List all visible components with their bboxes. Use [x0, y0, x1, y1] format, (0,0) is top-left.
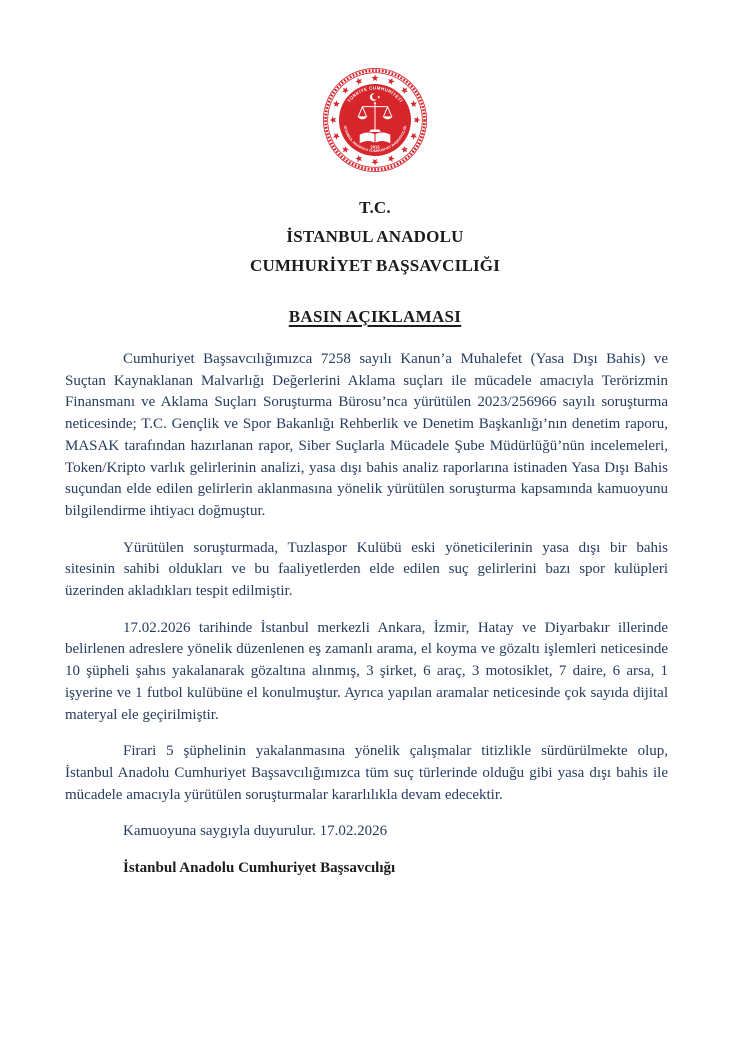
- letterhead-line-city: İSTANBUL ANADOLU: [286, 227, 464, 246]
- paragraph-investigation-basis: Cumhuriyet Başsavcılığımızca 7258 sayılı Kanun’a Muhalefet (Yasa Dışı Bahis) ve Suçtan Kaynaklanan Malvarlığı Değerlerini Aklama suçları ile mücadele amacıyla Terörizmin Finansmanı ve Aklama Suçları Soruşturma Bürosu’nca yürütülen 2023/256966 sayılı soruşturma neticesinde; T.C. Gençlik ve Spor Bakanlığı Rehberlik ve Denetim Başkanlığı’nın denetim raporu, MASAK tarafından hazırlanan rapor, Siber Suçlarla Mücadele Şube Müdürlüğü’nün incelemeleri, Token/Kripto varlık gelirlerinin analizi, yasa dışı bahis analiz raporlarına istinaden Yasa Dışı Bahis suçundan elde edilen gelirlerin aklanmasına yönelik yürütülen soruşturma kapsamında kamuoyunu bilgilendirme ihtiyacı doğmuştur.: [65, 351, 668, 519]
- document-body: [65, 349, 668, 880]
- paragraph-ongoing-efforts: Firari 5 şüphelinin yakalanmasına yönelik çalışmalar titizlikle sürdürülmekte olup, İstanbul Anadolu Cumhuriyet Başsavcılığımızca tüm suç türlerinde olduğu gibi yasa dışı bahis ile mücadele amacıyla yürütülen soruşturmalar kararlılıkla devam edecektir.: [65, 743, 668, 803]
- emblem-top-arc-text: TÜRKİYE CUMHURİYETİ: [346, 85, 404, 104]
- letterhead-line-tc: T.C.: [359, 198, 391, 217]
- emblem-graphic: [321, 66, 429, 174]
- paragraph-operation-results: 17.02.2026 tarihinde İstanbul merkezli Ankara, İzmir, Hatay ve Diyarbakır illerinde belirlenen adreslere yönelik düzenlenen eş zamanlı arama, el koyma ve gözaltı işlemleri neticesinde 10 şüpheli şahıs yakalanarak gözaltına alınmış, 3 şirket, 6 araç, 3 motosiklet, 7 daire, 6 arsa, 1 işyerine ve 1 futbol kulübüne el konulmuştur. Ayrıca yapılan aramalar neticesinde çok sayıda dijital materyal ele geçirilmiştir.: [65, 619, 668, 723]
- paragraph-findings: Yürütülen soruşturmada, Tuzlaspor Kulübü eski yöneticilerinin yasa dışı bir bahis sitesinin sahibi oldukları ve bu faaliyetlerden elde edilen suç gelirlerini bazı spor kulüpleri üzerinden akladıkları tespit edilmiştir.: [65, 539, 668, 600]
- signature: İstanbul Anadolu Cumhuriyet Başsavcılığı: [123, 860, 396, 877]
- emblem-year: 2013: [370, 144, 380, 150]
- letterhead-line-office: CUMHURİYET BAŞSAVCILIĞI: [249, 256, 501, 275]
- closing-line: Kamuoyuna saygıyla duyurulur. 17.02.2026: [123, 823, 388, 840]
- emblem-bottom-arc-text: İSTANBUL ANADOLU CUMHURİYET BAŞSAVCILIĞI: [342, 125, 408, 153]
- document-subject-title: BASIN AÇIKLAMASI: [288, 307, 462, 326]
- letterhead: [0, 193, 750, 280]
- prosecutors-office-emblem: [321, 66, 429, 174]
